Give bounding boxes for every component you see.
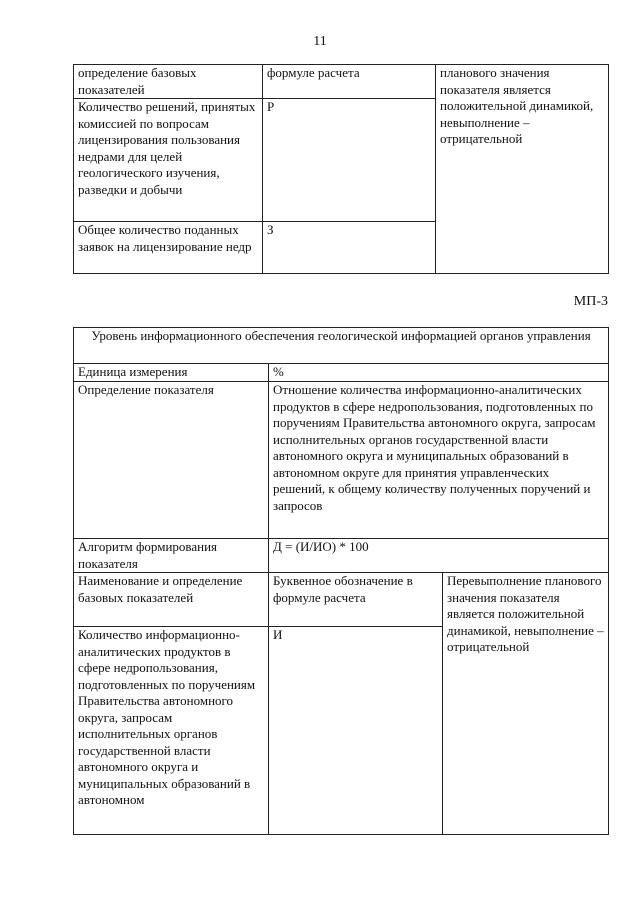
definition-label: Определение показателя bbox=[74, 382, 269, 539]
applications-letter: З bbox=[263, 222, 436, 274]
base-indicators-header: Наименование и определение базовых показателей bbox=[74, 573, 269, 627]
definition-value: Отношение количества информационно-аналитических продуктов в сфере недропользования, подготовленных по поручениям Правительства автономного округа, запросам исполнительных органов государственной власти автономного округа и муниципальных образований в автономном округе для принятия управленческих решений, к общему количеству полученных поручений и запросов bbox=[269, 382, 609, 539]
indicator-table-mp3 bbox=[73, 327, 609, 835]
dynamics-remark: планового значения показателя является положительной динамикой, невыполнение – отрицательной bbox=[436, 65, 609, 274]
unit-value: % bbox=[269, 364, 609, 382]
algorithm-value: Д = (И/ИО) * 100 bbox=[269, 539, 609, 573]
section-code: МП-3 bbox=[573, 294, 608, 309]
decisions-letter: Р bbox=[263, 99, 436, 222]
overfulfillment-remark: Перевыполнение планового значения показателя является положительной динамикой, невыполнение – отрицательной bbox=[443, 573, 609, 835]
products-letter: И bbox=[269, 627, 443, 835]
page-number: 11 bbox=[313, 34, 327, 49]
algorithm-label: Алгоритм формирования показателя bbox=[74, 539, 269, 573]
indicator-title: Уровень информационного обеспечения геологической информацией органов управления bbox=[74, 328, 609, 364]
indicator-table-continued bbox=[73, 64, 609, 274]
unit-label: Единица измерения bbox=[74, 364, 269, 382]
products-count-label: Количество информационно-аналитических продуктов в сфере недропользования, подготовленных по поручениям Правительства автономного округа, запросам исполнительных органов государственной власти автономного округа и муниципальных образований в автономном bbox=[74, 627, 269, 835]
formula-header-cont: формуле расчета bbox=[263, 65, 436, 99]
letter-designation-header: Буквенное обозначение в формуле расчета bbox=[269, 573, 443, 627]
applications-count-label: Общее количество поданных заявок на лицензирование недр bbox=[74, 222, 263, 274]
base-indicator-header-cont: определение базовых показателей bbox=[74, 65, 263, 99]
decisions-count-label: Количество решений, принятых комиссией по вопросам лицензирования пользования недрами для целей геологического изучения, разведки и добычи bbox=[74, 99, 263, 222]
